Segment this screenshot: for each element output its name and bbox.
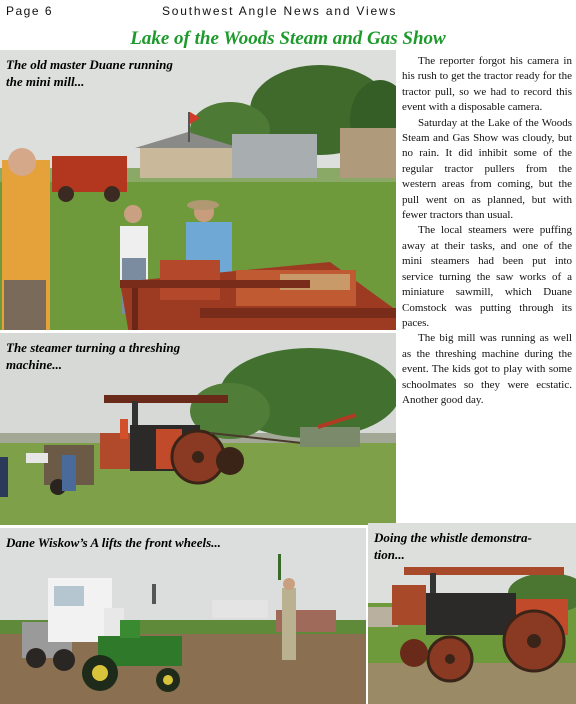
article-body [402,54,572,408]
photo-steamer-threshing [0,333,396,525]
photo-caption [6,534,221,551]
publication-name: Southwest Angle News and Views [162,4,398,18]
caption-line: Doing the whistle demonstra- [374,530,532,545]
caption-line: machine... [6,357,62,372]
photo-caption [6,339,180,373]
photo-caption [374,529,532,563]
article-headline: Lake of the Woods Steam and Gas Show [130,28,446,49]
article-paragraph: The local steamers were puffing away at their tasks, and one of the mini steamers had been put into service turning the saw works of a miniature sawmill, which Duane Comstock was putting through its paces. [402,224,572,329]
caption-line: The steamer turning a threshing [6,340,181,355]
caption-line: Dane Wiskow’s A lifts the front wheels... [6,535,221,550]
article-paragraph: The reporter forgot his camera in his rush to get the tractor ready for the tractor pull, so we had to record this event with a disposable camera. [402,55,572,114]
caption-line: the mini mill... [6,74,85,89]
article-paragraph: Saturday at the Lake of the Woods Steam and Gas Show was cloudy, but no rain. It did inhibit some of the regular tractor pullers from the western areas from coming, but the pull went on as planned, but with fewer tractors than usual. [402,116,572,222]
photo-mini-mill [0,50,396,330]
page-header [0,0,576,26]
photo-caption [6,56,173,90]
caption-line: The old master Duane running [6,57,173,72]
caption-line: tion... [374,547,405,562]
photo-whistle-demo [368,523,576,704]
article-paragraph: The big mill was running as well as the threshing machine during the event. The kids got to play with some schoolmates so they were ecstatic. Another good day. [402,332,572,406]
photo-tractor-pull [0,528,366,704]
page-number: Page 6 [6,4,54,18]
